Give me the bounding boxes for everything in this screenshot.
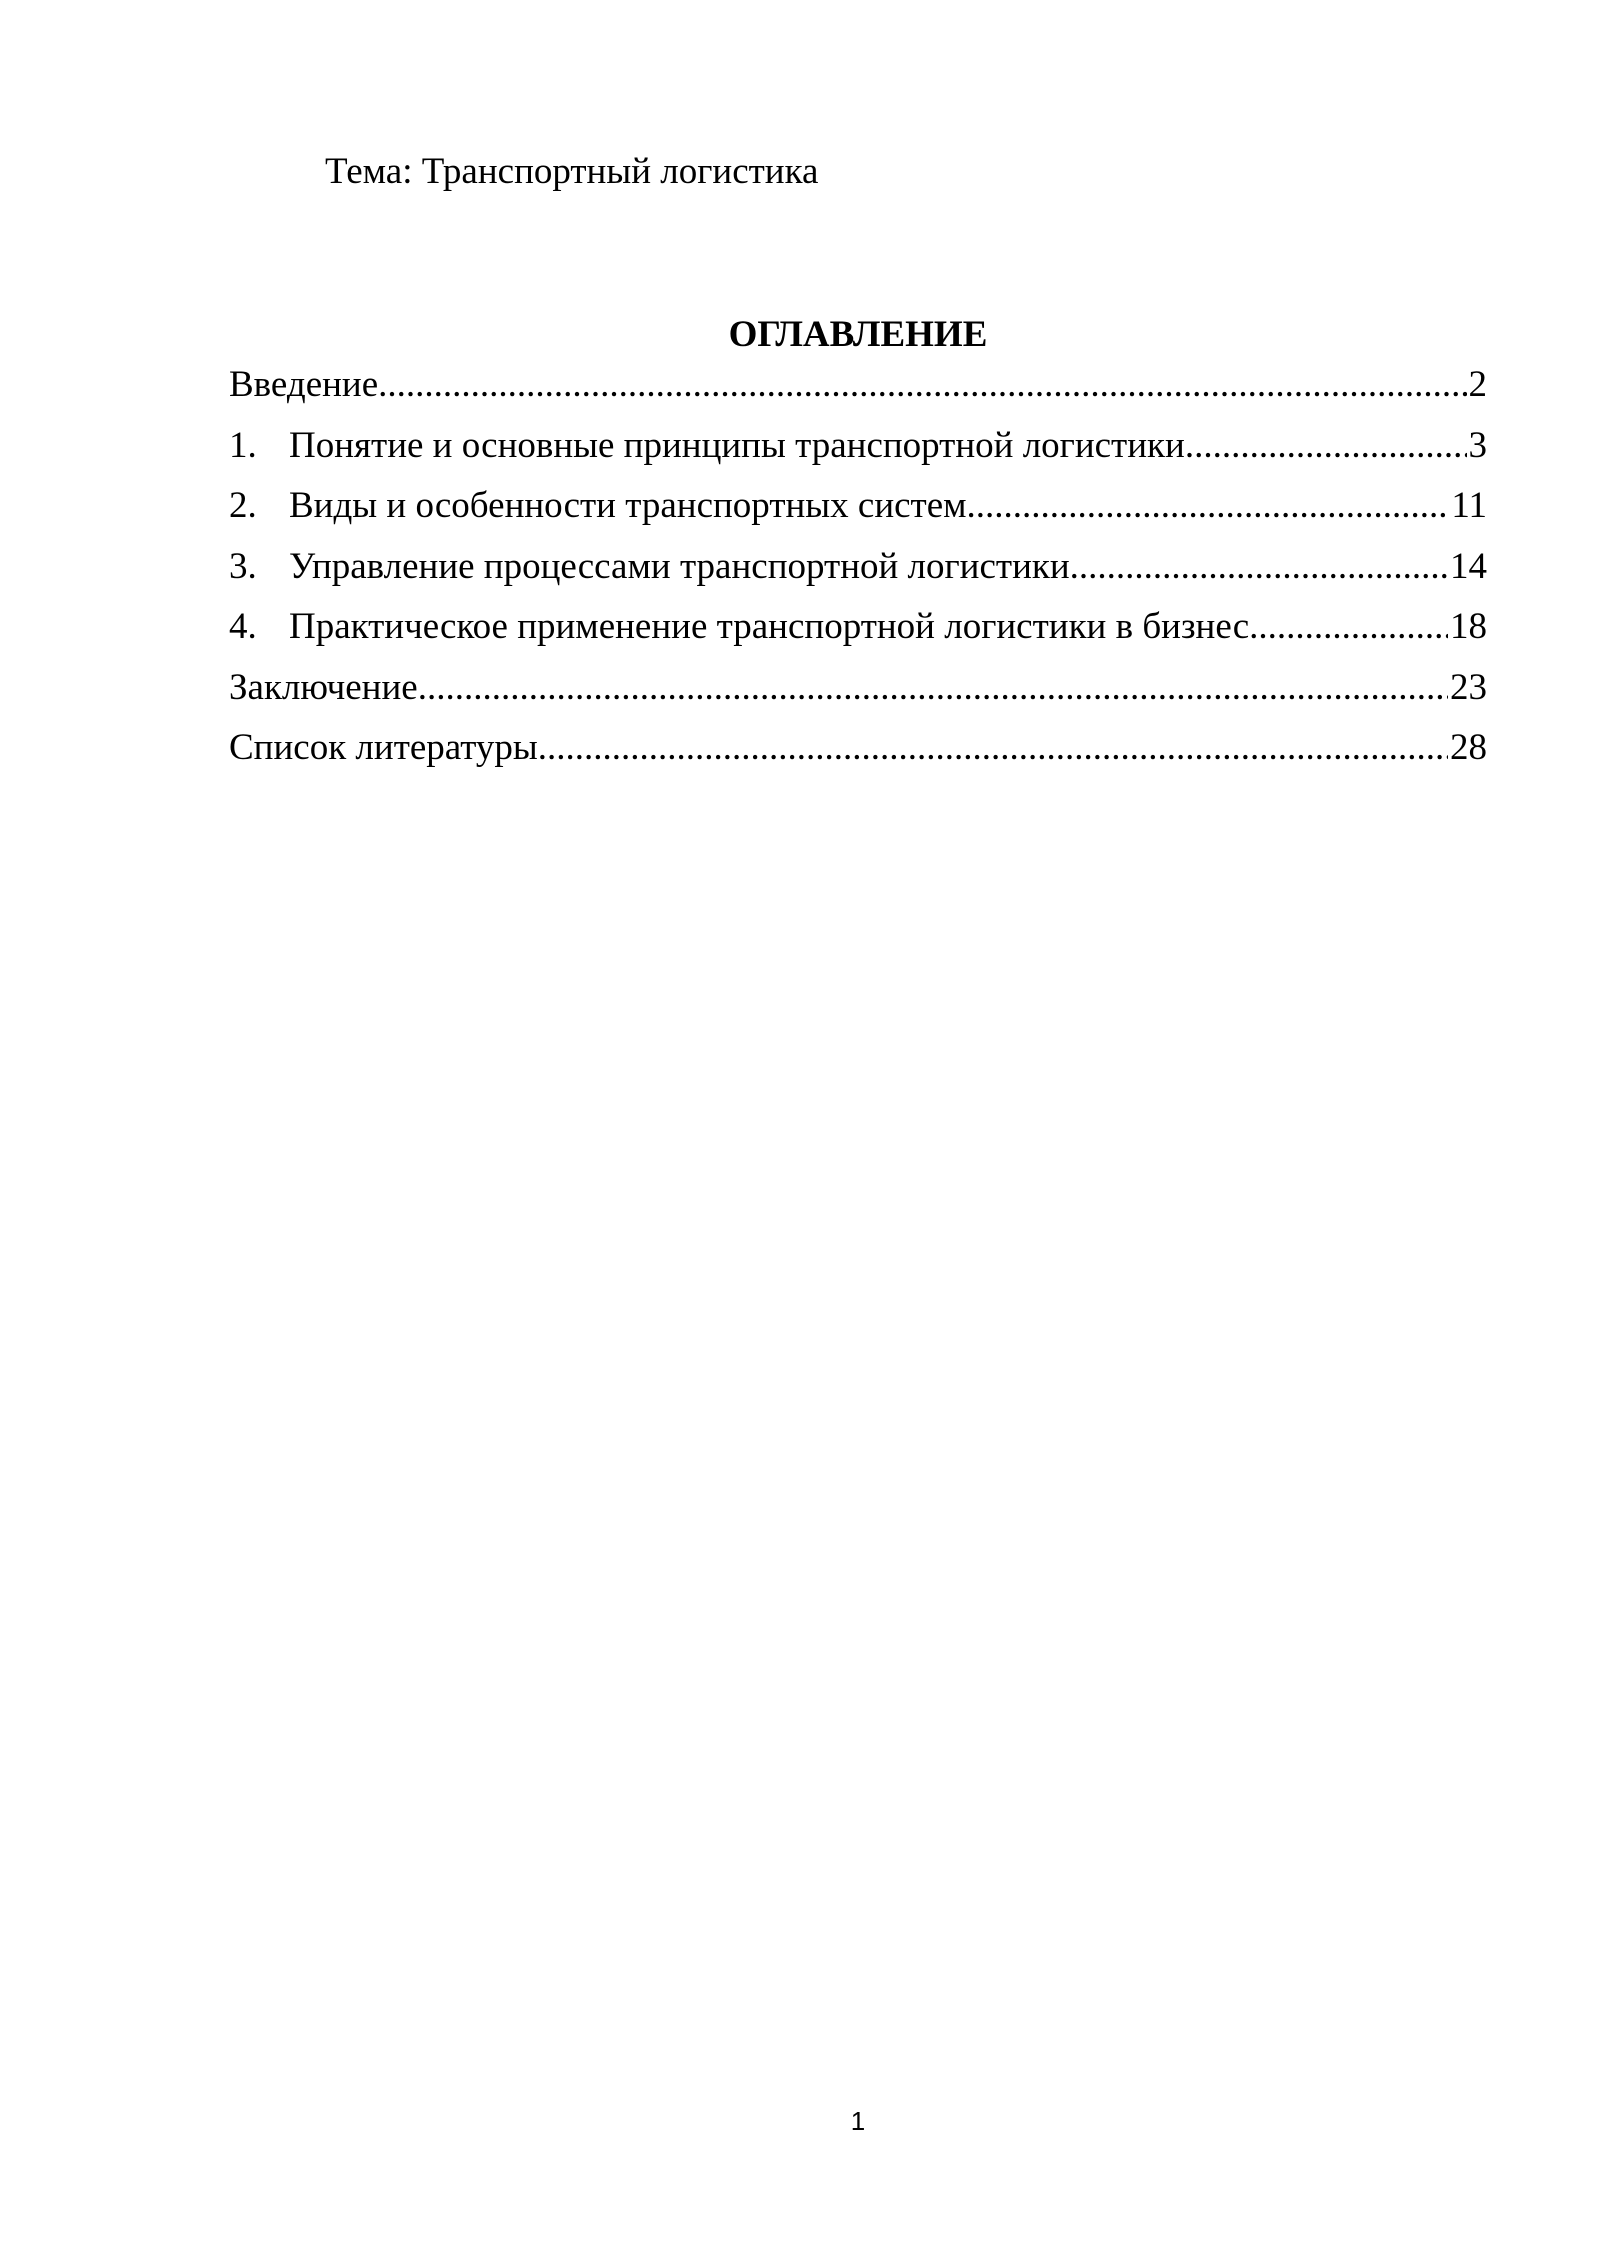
toc-entry-title: Заключение <box>229 666 418 708</box>
toc-entry-title: Управление процессами транспортной логистики <box>289 545 1070 587</box>
toc-entry-introduction[interactable] <box>229 363 1487 424</box>
toc-entry-number: 2. <box>229 485 257 526</box>
toc-leader-dots <box>1070 545 1448 589</box>
toc-entry-page: 14 <box>1450 545 1487 587</box>
toc-entry-title: Введение <box>229 364 379 405</box>
toc-entry-title: Виды и особенности транспортных систем <box>289 485 967 526</box>
toc-entry-page: 18 <box>1450 606 1487 647</box>
toc-entry-conclusion[interactable] <box>229 666 1487 727</box>
toc-entry-page: 28 <box>1450 727 1487 768</box>
toc-entry-chapter-4[interactable] <box>229 605 1487 666</box>
toc-heading: ОГЛАВЛЕНИЕ <box>728 314 988 355</box>
toc-entry-page: 3 <box>1468 424 1487 466</box>
toc-leader-dots <box>1249 605 1448 649</box>
toc-leader-dots <box>378 363 1466 407</box>
page-number: 1 <box>850 2106 866 2136</box>
toc-entry-chapter-2[interactable] <box>229 484 1487 545</box>
toc-entry-chapter-1[interactable] <box>229 424 1487 485</box>
toc-entry-title: Список литературы <box>229 727 538 768</box>
toc-leader-dots <box>538 726 1448 770</box>
toc-leader-dots <box>1185 424 1467 468</box>
toc-entry-bibliography[interactable] <box>229 726 1487 787</box>
toc-entry-page: 2 <box>1468 364 1487 405</box>
toc-leader-dots <box>418 666 1448 710</box>
toc-entry-number: 4. <box>229 606 257 647</box>
toc-entry-number: 3. <box>229 545 257 587</box>
table-of-contents <box>229 363 1487 787</box>
toc-entry-title: Практическое применение транспортной логистики в бизнес <box>289 606 1250 647</box>
toc-entry-title: Понятие и основные принципы транспортной логистики <box>289 424 1185 466</box>
toc-entry-chapter-3[interactable] <box>229 545 1487 606</box>
toc-entry-page: 23 <box>1450 666 1487 708</box>
toc-leader-dots <box>967 484 1450 528</box>
document-topic: Тема: Транспортный логистика <box>325 151 819 192</box>
toc-entry-page: 11 <box>1451 485 1487 526</box>
toc-entry-number: 1. <box>229 424 257 466</box>
